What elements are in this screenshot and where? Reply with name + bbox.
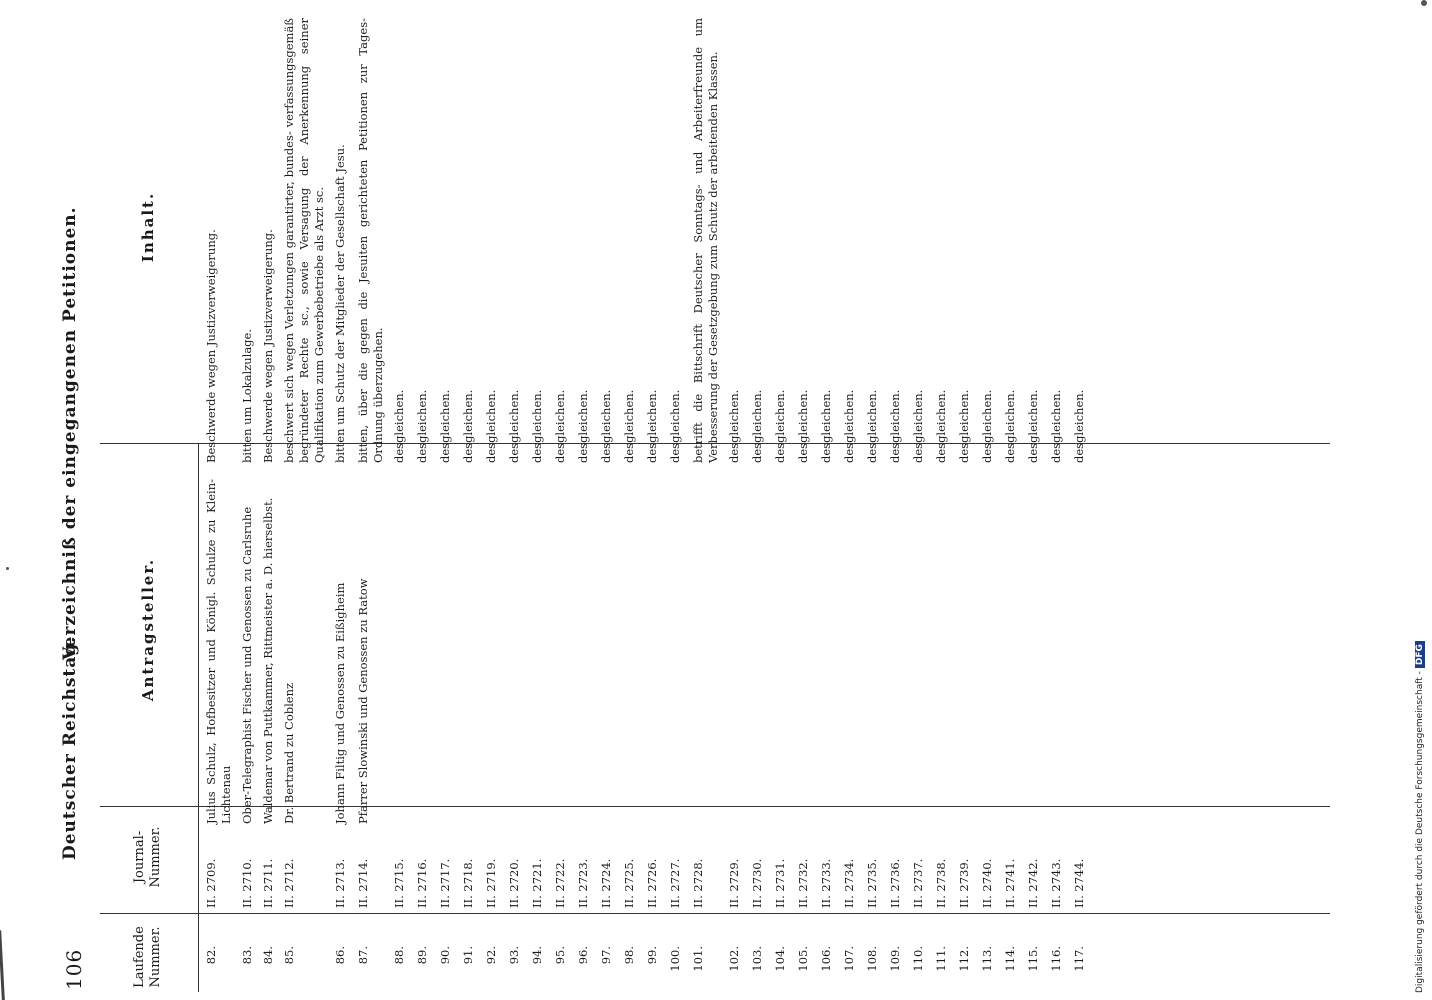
cell-journal-nummer: II. 2738. bbox=[934, 858, 948, 908]
cell-journal-nummer: II. 2743. bbox=[1049, 858, 1063, 908]
cell-inhalt: desgleichen. bbox=[865, 389, 879, 463]
cell-inhalt: desgleichen. bbox=[438, 389, 452, 463]
cell-journal-nummer: II. 2725. bbox=[622, 858, 636, 908]
credit-text: Digitalisierung gefördert durch die Deutsche Forschungsgemeinschaft - bbox=[1415, 671, 1425, 993]
cell-inhalt: desgleichen. bbox=[750, 389, 764, 463]
table-row bbox=[750, 22, 765, 992]
table-row bbox=[957, 22, 972, 992]
cell-antragsteller bbox=[1003, 479, 1018, 824]
table-row bbox=[333, 22, 348, 992]
cell-journal-nummer: II. 2735. bbox=[865, 858, 879, 908]
cell-antragsteller bbox=[980, 479, 995, 824]
cell-laufende-nummer: 87. bbox=[356, 946, 370, 965]
cell-laufende-nummer: 92. bbox=[484, 946, 498, 965]
table-row bbox=[484, 22, 499, 992]
cell-antragsteller: Julius Schulz, Hofbesitzer und Königl. Schulze zu Klein-Lichtenau bbox=[204, 479, 233, 824]
cell-laufende-nummer: 100. bbox=[668, 946, 682, 972]
cell-antragsteller bbox=[842, 479, 857, 824]
column-header-laufende-nummer: Laufende Nummer. bbox=[131, 926, 163, 988]
cell-laufende-nummer: 111. bbox=[934, 946, 948, 972]
cell-journal-nummer: II. 2727. bbox=[668, 858, 682, 908]
cell-inhalt: Beschwerde wegen Justizverweigerung. bbox=[204, 229, 218, 463]
cell-inhalt: desgleichen. bbox=[773, 389, 787, 463]
page-number: 106 bbox=[62, 948, 86, 990]
scan-mark bbox=[0, 930, 17, 1000]
table-row bbox=[911, 22, 926, 992]
cell-inhalt: desgleichen. bbox=[668, 389, 682, 463]
cell-inhalt: desgleichen. bbox=[530, 389, 544, 463]
cell-inhalt: desgleichen. bbox=[796, 389, 810, 463]
cell-journal-nummer: II. 2734. bbox=[842, 858, 856, 908]
cell-journal-nummer: II. 2729. bbox=[727, 858, 741, 908]
table-row bbox=[796, 22, 811, 992]
dfg-logo: DFG bbox=[1415, 641, 1425, 668]
publication-title: Deutscher Reichstag. bbox=[60, 635, 80, 860]
cell-journal-nummer: II. 2713. bbox=[333, 858, 347, 908]
table-row bbox=[261, 22, 276, 992]
cell-antragsteller bbox=[1049, 479, 1064, 824]
table-row bbox=[204, 22, 234, 992]
column-header-inhalt: Inhalt. bbox=[138, 191, 157, 263]
cell-inhalt: desgleichen. bbox=[553, 389, 567, 463]
table-row bbox=[773, 22, 788, 992]
cell-antragsteller bbox=[1026, 479, 1041, 824]
cell-antragsteller bbox=[438, 479, 453, 824]
cell-journal-nummer: II. 2721. bbox=[530, 858, 544, 908]
cell-inhalt: bitten um Schutz der Mitglieder der Gesellschaft Jesu. bbox=[333, 144, 347, 463]
cell-antragsteller bbox=[461, 479, 476, 824]
cell-antragsteller bbox=[934, 479, 949, 824]
table-row bbox=[1049, 22, 1064, 992]
cell-antragsteller bbox=[888, 479, 903, 824]
cell-laufende-nummer: 117. bbox=[1072, 946, 1086, 972]
table-row bbox=[668, 22, 683, 992]
cell-inhalt: desgleichen. bbox=[1049, 389, 1063, 463]
table-row bbox=[865, 22, 880, 992]
cell-laufende-nummer: 108. bbox=[865, 946, 879, 972]
cell-antragsteller bbox=[957, 479, 972, 824]
cell-inhalt: desgleichen. bbox=[576, 389, 590, 463]
column-header-antragsteller: Antragsteller. bbox=[138, 557, 157, 702]
cell-antragsteller bbox=[622, 479, 637, 824]
cell-journal-nummer: II. 2714. bbox=[356, 858, 370, 908]
cell-inhalt: desgleichen. bbox=[392, 389, 406, 463]
cell-laufende-nummer: 103. bbox=[750, 946, 764, 972]
cell-laufende-nummer: 104. bbox=[773, 946, 787, 972]
cell-antragsteller bbox=[819, 479, 834, 824]
cell-laufende-nummer: 84. bbox=[261, 946, 275, 965]
cell-journal-nummer: II. 2715. bbox=[392, 858, 406, 908]
cell-journal-nummer: II. 2710. bbox=[240, 858, 254, 908]
cell-laufende-nummer: 101. bbox=[691, 946, 705, 972]
cell-inhalt: desgleichen. bbox=[727, 389, 741, 463]
cell-antragsteller bbox=[796, 479, 811, 824]
cell-inhalt: desgleichen. bbox=[1003, 389, 1017, 463]
cell-journal-nummer: II. 2716. bbox=[415, 858, 429, 908]
cell-laufende-nummer: 112. bbox=[957, 946, 971, 972]
cell-journal-nummer: II. 2723. bbox=[576, 858, 590, 908]
cell-laufende-nummer: 114. bbox=[1003, 946, 1017, 972]
cell-inhalt: desgleichen. bbox=[819, 389, 833, 463]
header-rule bbox=[198, 444, 199, 992]
cell-antragsteller bbox=[484, 479, 499, 824]
cell-laufende-nummer: 93. bbox=[507, 946, 521, 965]
cell-antragsteller bbox=[727, 479, 742, 824]
cell-laufende-nummer: 105. bbox=[796, 946, 810, 972]
cell-journal-nummer: II. 2737. bbox=[911, 858, 925, 908]
cell-journal-nummer: II. 2731. bbox=[773, 858, 787, 908]
cell-antragsteller bbox=[773, 479, 788, 824]
scan-speck bbox=[6, 567, 9, 570]
table-row bbox=[240, 22, 255, 992]
table-row bbox=[980, 22, 995, 992]
list-title: Verzeichniß der eingegangenen Petitionen. bbox=[60, 206, 80, 660]
cell-journal-nummer: II. 2740. bbox=[980, 858, 994, 908]
cell-laufende-nummer: 95. bbox=[553, 946, 567, 965]
cell-antragsteller bbox=[750, 479, 765, 824]
cell-inhalt: desgleichen. bbox=[1072, 389, 1086, 463]
table-row bbox=[727, 22, 742, 992]
cell-journal-nummer: II. 2709. bbox=[204, 858, 218, 908]
cell-antragsteller bbox=[1072, 479, 1087, 824]
cell-inhalt: desgleichen. bbox=[842, 389, 856, 463]
cell-inhalt: Beschwerde wegen Justizverweigerung. bbox=[261, 229, 275, 463]
cell-inhalt: desgleichen. bbox=[622, 389, 636, 463]
cell-antragsteller bbox=[553, 479, 568, 824]
cell-journal-nummer: II. 2733. bbox=[819, 858, 833, 908]
cell-laufende-nummer: 106. bbox=[819, 946, 833, 972]
cell-journal-nummer: II. 2742. bbox=[1026, 858, 1040, 908]
cell-inhalt: desgleichen. bbox=[415, 389, 429, 463]
cell-antragsteller bbox=[691, 479, 721, 824]
cell-laufende-nummer: 88. bbox=[392, 946, 406, 965]
cell-antragsteller bbox=[668, 479, 683, 824]
cell-antragsteller: Pfarrer Slowinski und Genossen zu Ratow bbox=[356, 578, 370, 824]
cell-laufende-nummer: 91. bbox=[461, 946, 475, 965]
cell-laufende-nummer: 109. bbox=[888, 946, 902, 972]
cell-laufende-nummer: 90. bbox=[438, 946, 452, 965]
table-row bbox=[622, 22, 637, 992]
table-row bbox=[392, 22, 407, 992]
cell-laufende-nummer: 115. bbox=[1026, 946, 1040, 972]
cell-laufende-nummer: 113. bbox=[980, 946, 994, 972]
cell-journal-nummer: II. 2728. bbox=[691, 858, 705, 908]
cell-journal-nummer: II. 2724. bbox=[599, 858, 613, 908]
cell-inhalt: desgleichen. bbox=[1026, 389, 1040, 463]
cell-laufende-nummer: 102. bbox=[727, 946, 741, 972]
cell-journal-nummer: II. 2744. bbox=[1072, 858, 1086, 908]
cell-inhalt: beschwert sich wegen Verletzungen garantirter, bundes- verfassungsgemäß begründeter Rechte sc., sowie Versagung der Anerkennung seiner Qualifikation zum Gewerbebetriebe als Arzt sc. bbox=[282, 18, 326, 463]
petitions-table bbox=[100, 18, 1330, 992]
table-row bbox=[934, 22, 949, 992]
cell-journal-nummer: II. 2739. bbox=[957, 858, 971, 908]
cell-laufende-nummer: 86. bbox=[333, 946, 347, 965]
cell-journal-nummer: II. 2730. bbox=[750, 858, 764, 908]
table-row bbox=[691, 18, 721, 992]
cell-inhalt: bitten, über die gegen die Jesuiten gerichteten Petitionen zur Tages-Ordnung überzugehen. bbox=[356, 18, 385, 463]
cell-journal-nummer: II. 2732. bbox=[796, 858, 810, 908]
cell-antragsteller bbox=[507, 479, 522, 824]
cell-journal-nummer: II. 2711. bbox=[261, 858, 275, 908]
cell-antragsteller bbox=[645, 479, 660, 824]
digitization-credit bbox=[1415, 8, 1427, 993]
table-row bbox=[507, 22, 522, 992]
table-row bbox=[530, 22, 545, 992]
table-row bbox=[819, 22, 834, 992]
table-row bbox=[888, 22, 903, 992]
cell-journal-nummer: II. 2720. bbox=[507, 858, 521, 908]
cell-journal-nummer: II. 2722. bbox=[553, 858, 567, 908]
table-row bbox=[1003, 22, 1018, 992]
cell-laufende-nummer: 96. bbox=[576, 946, 590, 965]
table-row bbox=[576, 22, 591, 992]
table-row bbox=[438, 22, 453, 992]
table-body bbox=[204, 18, 1095, 992]
cell-inhalt: desgleichen. bbox=[980, 389, 994, 463]
cell-inhalt: desgleichen. bbox=[934, 389, 948, 463]
cell-journal-nummer: II. 2718. bbox=[461, 858, 475, 908]
cell-inhalt: bitten um Lokalzulage. bbox=[240, 328, 254, 463]
cell-inhalt: desgleichen. bbox=[507, 389, 521, 463]
cell-antragsteller bbox=[392, 479, 407, 824]
cell-inhalt: desgleichen. bbox=[461, 389, 475, 463]
cell-journal-nummer: II. 2741. bbox=[1003, 858, 1017, 908]
table-row bbox=[356, 18, 386, 992]
cell-antragsteller bbox=[415, 479, 430, 824]
scan-speck bbox=[1421, 0, 1427, 6]
cell-inhalt: desgleichen. bbox=[911, 389, 925, 463]
cell-journal-nummer: II. 2712. bbox=[282, 858, 296, 908]
cell-inhalt: desgleichen. bbox=[484, 389, 498, 463]
cell-journal-nummer: II. 2736. bbox=[888, 858, 902, 908]
cell-journal-nummer: II. 2719. bbox=[484, 858, 498, 908]
cell-antragsteller bbox=[865, 479, 880, 824]
cell-journal-nummer: II. 2726. bbox=[645, 858, 659, 908]
table-row bbox=[461, 22, 476, 992]
cell-journal-nummer: II. 2717. bbox=[438, 858, 452, 908]
cell-laufende-nummer: 107. bbox=[842, 946, 856, 972]
cell-laufende-nummer: 85. bbox=[282, 946, 296, 965]
cell-antragsteller bbox=[576, 479, 591, 824]
cell-antragsteller bbox=[599, 479, 614, 824]
cell-laufende-nummer: 82. bbox=[204, 946, 218, 965]
cell-antragsteller: Ober-Telegraphist Fischer und Genossen zu Carlsruhe bbox=[240, 506, 254, 824]
cell-laufende-nummer: 89. bbox=[415, 946, 429, 965]
cell-inhalt: desgleichen. bbox=[957, 389, 971, 463]
table-row bbox=[415, 22, 430, 992]
cell-laufende-nummer: 110. bbox=[911, 946, 925, 972]
cell-inhalt: desgleichen. bbox=[645, 389, 659, 463]
table-row bbox=[553, 22, 568, 992]
cell-antragsteller bbox=[530, 479, 545, 824]
cell-laufende-nummer: 99. bbox=[645, 946, 659, 965]
cell-antragsteller: Waldemar von Puttkammer, Rittmeister a. D. hierselbst. bbox=[261, 497, 275, 824]
cell-antragsteller: Johann Filtig und Genossen zu Eißigheim bbox=[333, 582, 347, 824]
table-row bbox=[1026, 22, 1041, 992]
cell-laufende-nummer: 97. bbox=[599, 946, 613, 965]
table-row bbox=[645, 22, 660, 992]
cell-laufende-nummer: 98. bbox=[622, 946, 636, 965]
cell-antragsteller: Dr. Bertrand zu Coblenz bbox=[282, 682, 296, 824]
cell-inhalt: desgleichen. bbox=[599, 389, 613, 463]
cell-laufende-nummer: 83. bbox=[240, 946, 254, 965]
table-row bbox=[282, 18, 327, 992]
table-row bbox=[1072, 22, 1087, 992]
cell-inhalt: desgleichen. bbox=[888, 389, 902, 463]
column-header-journal-nummer: Journal-Nummer. bbox=[131, 826, 163, 888]
cell-inhalt: betrifft die Bittschrift Deutscher Sonntags- und Arbeiterfreunde um Verbesserung der Gesetzgebung zum Schutz der arbeitenden Klassen. bbox=[691, 18, 720, 463]
cell-laufende-nummer: 94. bbox=[530, 946, 544, 965]
cell-laufende-nummer: 116. bbox=[1049, 946, 1063, 972]
table-row bbox=[599, 22, 614, 992]
table-row bbox=[842, 22, 857, 992]
cell-antragsteller bbox=[911, 479, 926, 824]
